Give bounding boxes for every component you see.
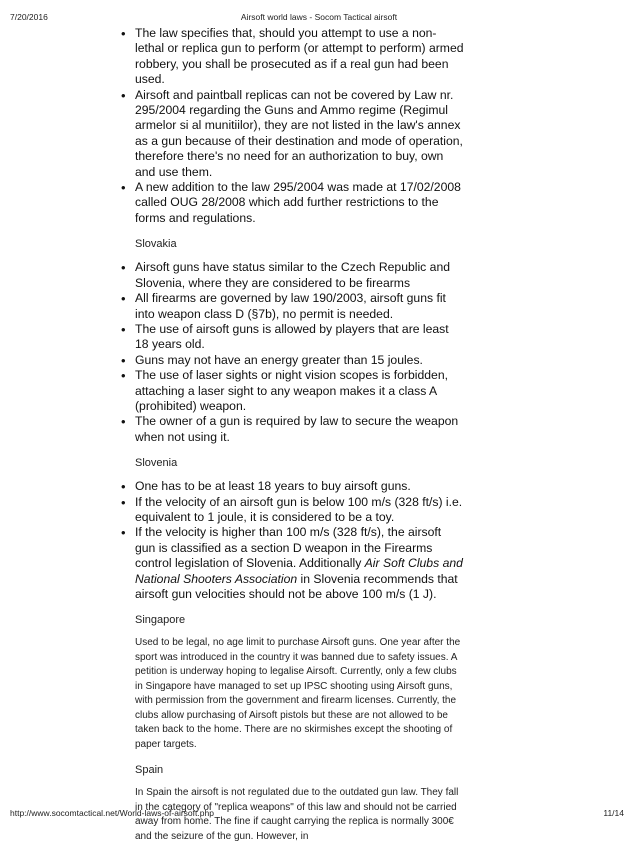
romania-law-list: [119, 26, 464, 226]
list-item: • Airsoft guns have status similar to the Czech Republic and Slovenia, where they are considered to be firearms: [119, 260, 464, 291]
slovenia-law-list: [119, 479, 464, 602]
section-heading-slovakia: Slovakia: [135, 238, 177, 251]
section-heading-singapore: Singapore: [135, 614, 186, 627]
article-body: [119, 26, 464, 844]
list-item: [119, 525, 464, 602]
list-item: • One has to be at least 18 years to buy airsoft guns.: [119, 479, 464, 494]
list-item: • The law specifies that, should you attempt to use a non-lethal or replica gun to perform (or attempt to perform) armed robbery, you shall be prosecuted as if a real gun had been used.: [119, 26, 464, 88]
list-item: • If the velocity of an airsoft gun is below 100 m/s (328 ft/s) i.e. equivalent to 1 joule, it is considered to be a toy.: [119, 495, 464, 526]
spain-paragraph: In Spain the airsoft is not regulated due to the outdated gun law. They fall in the category of "replica weapons" of this law and should not be carried away from home. The fine if caught carrying the replica is normally 300€ and the seizure of the gun. However, in: [135, 787, 459, 842]
list-item: • A new addition to the law 295/2004 was made at 17/02/2008 called OUG 28/2008 which add further restrictions to the forms and regulations.: [119, 180, 464, 226]
page-number: 11/14: [603, 808, 624, 818]
print-date: 7/20/2016: [10, 12, 48, 22]
print-url: http://www.socomtactical.net/World-laws-of-airsoft.php: [10, 808, 214, 818]
list-item-text: in Slovenia recommends that airsoft gun velocities should not be above 100 m/s (1 J).: [135, 571, 458, 601]
list-item-text: If the velocity is higher than 100 m/s (328 ft/s), the airsoft gun is classified as a section D weapon in the Firearms control legislation of Slovenia. Additionally: [135, 525, 442, 571]
print-page-title: Airsoft world laws - Socom Tactical airsoft: [240, 12, 398, 22]
list-item: • The use of airsoft guns is allowed by players that are least 18 years old.: [119, 322, 464, 353]
singapore-paragraph: Used to be legal, no age limit to purchase Airsoft guns. One year after the sport was introduced in the country it was banned due to safety issues. A petition is underway hoping to legalise Airsoft. Currently, only a few clubs in Singapore have managed to set up IPSC shooting using Airsoft guns, with permission from the government and firearm licenses. Currently, the clubs allow purchasing of Airsoft pistols but these are not allowed to be taken back to the home. There are no skirmishes except the shooting of paper targets.: [135, 637, 461, 750]
section-heading-spain: Spain: [135, 764, 164, 777]
list-item: • Airsoft and paintball replicas can not be covered by Law nr. 295/2004 regarding the Guns and Ammo regime (Regimul armelor si al munitiilor), they are not listed in the law's annex as a gun because of their destination and mode of operation, therefore there's no need for an authorization to buy, own and use them.: [119, 88, 464, 180]
list-item: • The use of laser sights or night vision scopes is forbidden, attaching a laser sight to any weapon makes it a class A (prohibited) weapon.: [119, 368, 464, 414]
section-heading-slovenia: Slovenia: [135, 457, 178, 470]
list-item: • Guns may not have an energy greater than 15 joules.: [119, 353, 464, 368]
list-item: • All firearms are governed by law 190/2003, airsoft guns fit into weapon class D (§7b), no permit is needed.: [119, 291, 464, 322]
organization-name: Air Soft Clubs and National Shooters Association: [135, 556, 463, 586]
list-item: • The owner of a gun is required by law to secure the weapon when not using it.: [119, 414, 464, 445]
slovakia-law-list: [119, 260, 464, 445]
